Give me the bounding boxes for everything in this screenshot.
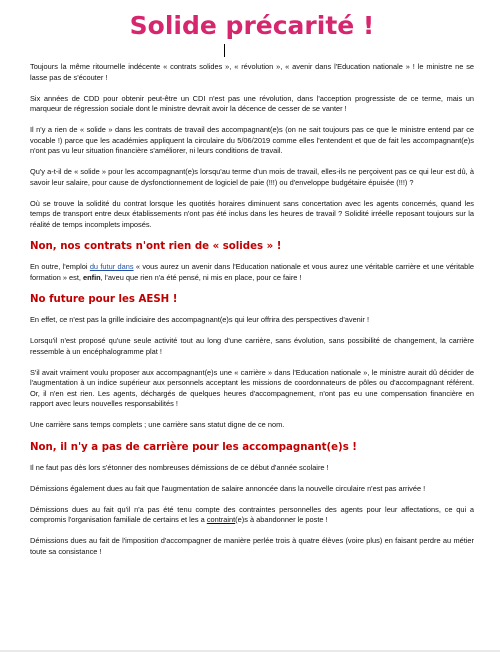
document-page <box>30 0 474 557</box>
text-run: (e)s à abandonner le poste ! <box>235 515 328 524</box>
text-run: , l'aveu que rien n'a été pensé, ni mis en place, pour ce faire ! <box>100 272 302 282</box>
inline-link[interactable]: du futur dans <box>89 262 134 271</box>
document-title: Solide précarité ! <box>129 11 375 40</box>
body-paragraph <box>30 262 474 283</box>
body-paragraph: Une carrière sans temps complets ; une carrière sans statut digne de ce nom. <box>30 420 285 429</box>
body-paragraph: Qu'y a-t-il de « solide » pour les accompagnant(e)s lorsqu'au terme d'un mois de travail, elles-ils ne perçoivent pas ce qui leur est dû, à savoir leur salaire, pour cause de dysfonctionnement de logiciel de paie (!!!) ou d'enveloppe budgétaire épuisée (!!!) ? <box>30 167 474 187</box>
section-heading-career: Non, il n'y a pas de carrière pour les accompagnant(e)s ! <box>30 441 357 453</box>
body-paragraph: Où se trouve la solidité du contrat lorsque les quotités horaires diminuent sans concertation avec les agents concernés, quand les temps de transport entre deux établissements n'ont pas été inclus dans les heures de travail ? Solidité irréelle reposant toujours sur la réalité de temps incomplets imposés. <box>30 198 474 229</box>
body-paragraph: Démissions également dues au fait que l'augmentation de salaire annoncée dans la nouvelle circulaire n'est pas arrivée ! <box>30 483 426 493</box>
underlined-text: contraint <box>206 515 236 524</box>
body-paragraph: Lorsqu'il n'est proposé qu'une seule activité tout au long d'une carrière, sans évolution, sans possibilité de changement, la carrière ressemble à un encéphalogramme plat ! <box>30 336 474 356</box>
text-run: « vous aurez un avenir dans l'Education nationale et vous aurez une véritable carrière et une véritable formation » est, <box>30 262 474 282</box>
section-heading-future: No future pour les AESH ! <box>30 294 178 305</box>
body-paragraph: S'il avait vraiment voulu proposer aux accompagnant(e)s une « carrière » dans l'Education nationale », le ministre aurait dû décider de l'augmentation à un indice supérieur aux personnels acceptant les missions de coordonnateurs de pôles ou d'accompagnant référent. Or, il n'en est rien. Les agents, déchargés de quelques heures d'accompagnement, n'ont pas eu une compensation financière en rapport avec leurs nouvelles responsabilités ! <box>30 367 474 408</box>
bold-text: enfin <box>83 272 101 282</box>
body-paragraph: Démissions dues au fait de l'imposition d'accompagner de manière perlée trois à quatre élèves (voire plus) en faisant perdre au métier toute sa consistance ! <box>30 536 474 556</box>
body-paragraph: En effet, ce n'est pas la grille indiciaire des accompagnant(e)s qui leur offrira des perspectives d'avenir ! <box>30 315 370 324</box>
section-heading-contracts: Non, nos contrats n'ont rien de « solides » ! <box>30 241 282 252</box>
text-run: Démissions dues au fait qu'il n'a pas été tenu compte des contraintes personnelles des agents pour leur affectations, ce qui a compromis l'organisation familiale de certains et les a <box>30 504 474 524</box>
body-paragraph: Toujours la même ritournelle indécente « contrats solides », « révolution », « avenir dans l'Education nationale » ! le ministre ne se lasse pas de s'écouter ! <box>30 62 474 82</box>
text-cursor <box>224 44 225 57</box>
body-paragraph: Il ne faut pas dès lors s'étonner des nombreuses démissions de ce début d'année scolaire ! <box>30 462 329 472</box>
text-run: En outre, l'emploi <box>30 262 90 271</box>
body-paragraph <box>30 505 474 526</box>
body-paragraph: Il n'y a rien de « solide » dans les contrats de travail des accompagnant(e)s (on ne sait toujours pas ce que le ministre entend par ce vocable !) parce que les académies appliquent la circulaire du 5/06/2019 comme elles l'entendent et que de fait les accompagnant(e)s n'ont pas vu leur situation financière s'améliorer, ni leurs conditions de travail. <box>30 125 474 155</box>
body-paragraph: Six années de CDD pour obtenir peut-être un CDI n'est pas une révolution, dans l'acception progressiste de ce terme, mais un marqueur de régression sociale dont le ministre devrait avoir la décence de cesser de se vanter ! <box>30 93 474 113</box>
